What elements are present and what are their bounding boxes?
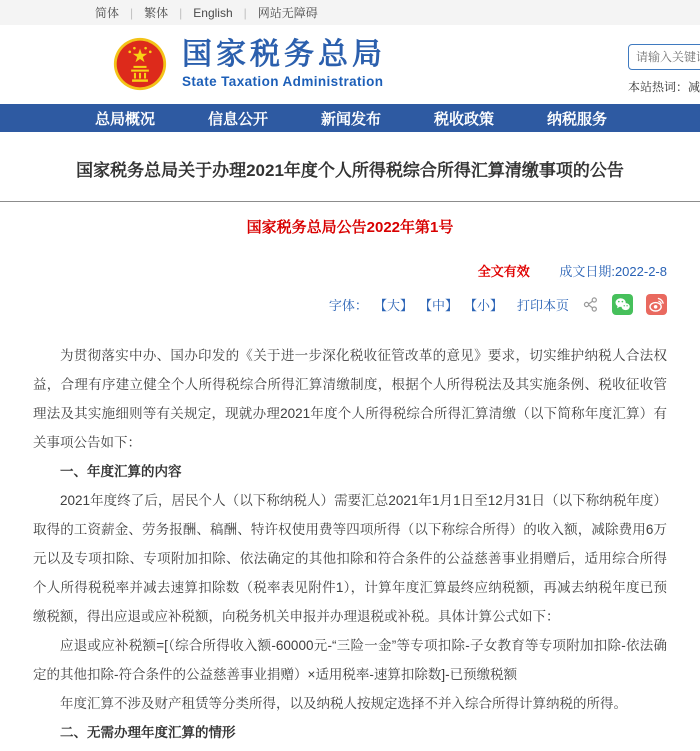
article	[0, 156, 700, 747]
separator: |	[130, 5, 134, 20]
font-large-button[interactable]: 【大】	[373, 298, 413, 313]
font-small-button[interactable]: 【小】	[463, 298, 503, 313]
national-emblem-icon	[112, 36, 168, 92]
article-title: 国家税务总局关于办理2021年度个人所得税综合所得汇算清缴事项的公告	[76, 161, 624, 180]
font-medium-button[interactable]: 【中】	[418, 298, 458, 313]
separator: |	[243, 5, 247, 20]
nav-item-overview[interactable]: 总局概况	[95, 110, 156, 128]
formula-paragraph: 应退或应补税额=[（综合所得收入额-60000元-“三险一金”等专项扣除-子女教育等专项附加扣除-依法确定的其他扣除-符合条件的公益慈善事业捐赠）×适用税率-速算扣除数]-已预缴税额	[33, 638, 667, 682]
article-body	[33, 341, 667, 747]
validity-status: 全文有效	[477, 264, 530, 279]
paragraph: 年度汇算不涉及财产租赁等分类所得，以及纳税人按规定选择不并入综合所得计算纳税的所得。	[60, 696, 627, 711]
title-divider	[0, 201, 700, 202]
paragraph: 2021年度终了后，居民个人（以下称纳税人）需要汇总2021年1月1日至12月31日（以下称纳税年度）取得的工资薪金、劳务报酬、稿酬、特许权使用费等四项所得（以下称综合所得）的收入额，减除费用6万元以及专项扣除、专项附加扣除、依法确定的其他扣除和符合条件的公益慈善事业捐赠后，适用综合所得个人所得税税率并减去速算扣除数（税率表见附件1），计算年度汇算最终应纳税额，再减去纳税年度已预缴税额，得出应退或应补税额，向税务机关申报并办理退税或补税。具体计算公式如下：	[33, 493, 667, 624]
accessibility-link[interactable]: 网站无障碍	[257, 6, 318, 20]
search-input[interactable]	[628, 44, 700, 70]
site-header	[0, 25, 700, 104]
paragraph: 为贯彻落实中办、国办印发的《关于进一步深化税收征管改革的意见》要求，切实维护纳税人合法权益，合理有序建立健全个人所得税综合所得汇算清缴制度，根据个人所得税法及其实施条例、税收征收管理法及其实施细则等有关规定，现就办理2021年度个人所得税综合所得汇算清缴（以下简称年度汇算）有关事项公告如下：	[33, 348, 667, 450]
site-name: 国家税务总局	[182, 38, 386, 72]
site-logo[interactable]	[112, 36, 386, 92]
weibo-share-icon[interactable]	[646, 294, 667, 315]
lang-english-link[interactable]: English	[193, 5, 233, 20]
nav-item-news[interactable]: 新闻发布	[320, 110, 381, 128]
separator: |	[179, 5, 183, 20]
top-utility-bar	[0, 0, 700, 25]
brand-text	[182, 39, 386, 89]
lang-traditional-link[interactable]: 繁体	[144, 6, 169, 20]
doc-number: 国家税务总局公告2022年第1号	[246, 219, 454, 236]
wechat-share-icon[interactable]	[612, 294, 633, 315]
section-heading-2: 二、无需办理年度汇算的情形	[60, 725, 236, 740]
article-toolbar	[33, 294, 667, 315]
nav-item-tax-service[interactable]: 纳税服务	[546, 110, 607, 128]
nav-item-info-disclosure[interactable]: 信息公开	[207, 110, 268, 128]
font-size-label: 字体：	[328, 298, 368, 313]
main-nav	[0, 104, 700, 132]
share-icon[interactable]	[582, 296, 599, 313]
section-heading-1: 一、年度汇算的内容	[60, 464, 182, 479]
article-meta	[33, 261, 667, 280]
site-name-english: State Taxation Administration	[182, 73, 384, 89]
issue-date: 成文日期:2022-2-8	[559, 264, 667, 279]
print-button[interactable]: 打印本页	[516, 298, 569, 313]
lang-simplified-link[interactable]: 简体	[95, 6, 120, 20]
hot-words-label: 本站热词：减	[628, 80, 700, 94]
nav-item-tax-policy[interactable]: 税收政策	[433, 110, 494, 128]
